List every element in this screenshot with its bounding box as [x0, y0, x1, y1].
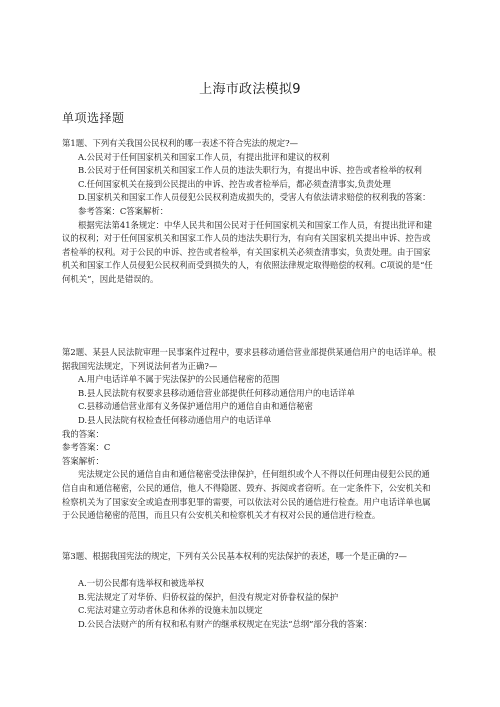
question-1 [62, 137, 438, 287]
my-answer-label: 我的答案： [62, 428, 104, 439]
option-c: C.县移动通信营业部有义务保护通信用户的通信自由和通信秘密 [78, 401, 313, 412]
reference-answer: 参考答案：C [62, 442, 111, 453]
answer-analysis: 宪法规定公民的通信自由和通信秘密受法律保护，任何组织或个人不得以任何理由侵犯公民的通信自由和通信秘密，公民的通信，他人不得隐匿、毁弃、拆阅或者窃听。在一定条件下，公安机关和检察机关为了国家安全或追查刑事犯罪的需要，可以依法对公民的通信进行检查。用户电话详单也属于公民通信秘密的范围，而且只有公安机关和检察机关才有权对公民的通信进行检查。 [62, 469, 431, 521]
question-stem: 第3题、根据我国宪法的规定，下列有关公民基本权利的宪法保护的表述，哪一个是正确的?— [62, 551, 407, 561]
document-title: 上海市政法模拟9 [199, 82, 301, 97]
option-a: A.一切公民都有选举权和被选举权 [78, 578, 204, 589]
answer-analysis: 根据宪法第41条规定：中华人民共和国公民对于任何国家机关和国家工作人员，有提出批评和建议的权利；对于任何国家机关和国家工作人员的违法失职行为，有向有关国家机关提出申诉、控告或者检举的权利。对于公民的申诉、控告或者检举，有关国家机关必须查清事实，负责处理。由于国家机关和国家工作人员侵犯公民权利而受到损失的人，有依照法律规定取得赔偿的权利。C项说的是“任何机关”，因此是错误的。 [62, 219, 433, 284]
section-heading: 单项选择题 [62, 111, 125, 125]
question-stem: 第1题、下列有关我国公民权利的哪一表述不符合宪法的规定?— [62, 138, 298, 148]
option-b: B.县人民法院有权要求县移动通信营业部提供任何移动通信用户的电话详单 [78, 387, 355, 398]
option-b: B.宪法规定了对华侨、归侨权益的保护，但没有规定对侨眷权益的保护 [78, 591, 339, 602]
option-d: D.国家机关和国家工作人员侵犯公民权利造成损失的，受害人有依法请求赔偿的权利我的答案：参考答案：C答案解析： [78, 192, 431, 216]
option-a: A.公民对于任何国家机关和国家工作人员，有提出批评和建议的权利 [78, 151, 330, 162]
analysis-label: 答案解析： [62, 455, 104, 466]
question-2 [62, 346, 438, 523]
question-stem: 第2题、某县人民法院审理一民事案件过程中，要求县移动通信营业部提供某通信用户的电话详单。根据我国宪法规定，下列说法何者为正确?— [62, 347, 436, 371]
option-c: C.宪法对建立劳动者休息和休养的设施未加以规定 [78, 605, 263, 616]
option-d: D.公民合法财产的所有权和私有财产的继承权规定在宪法“总纲”部分我的答案： [78, 618, 373, 629]
option-a: A.用户电话详单不属于宪法保护的公民通信秘密的范围 [78, 374, 280, 385]
question-3 [62, 550, 438, 632]
option-d: D.县人民法院有权检查任何移动通信用户的电话详单 [78, 414, 272, 425]
option-b: B.公民对于任何国家机关和国家工作人员的违法失职行为，有提出申诉、控告或者检举的权利 [78, 165, 422, 176]
option-c: C.任何国家机关在接到公民提出的申诉、控告或者检举后，都必须查清事实,负责处理 [78, 178, 391, 189]
